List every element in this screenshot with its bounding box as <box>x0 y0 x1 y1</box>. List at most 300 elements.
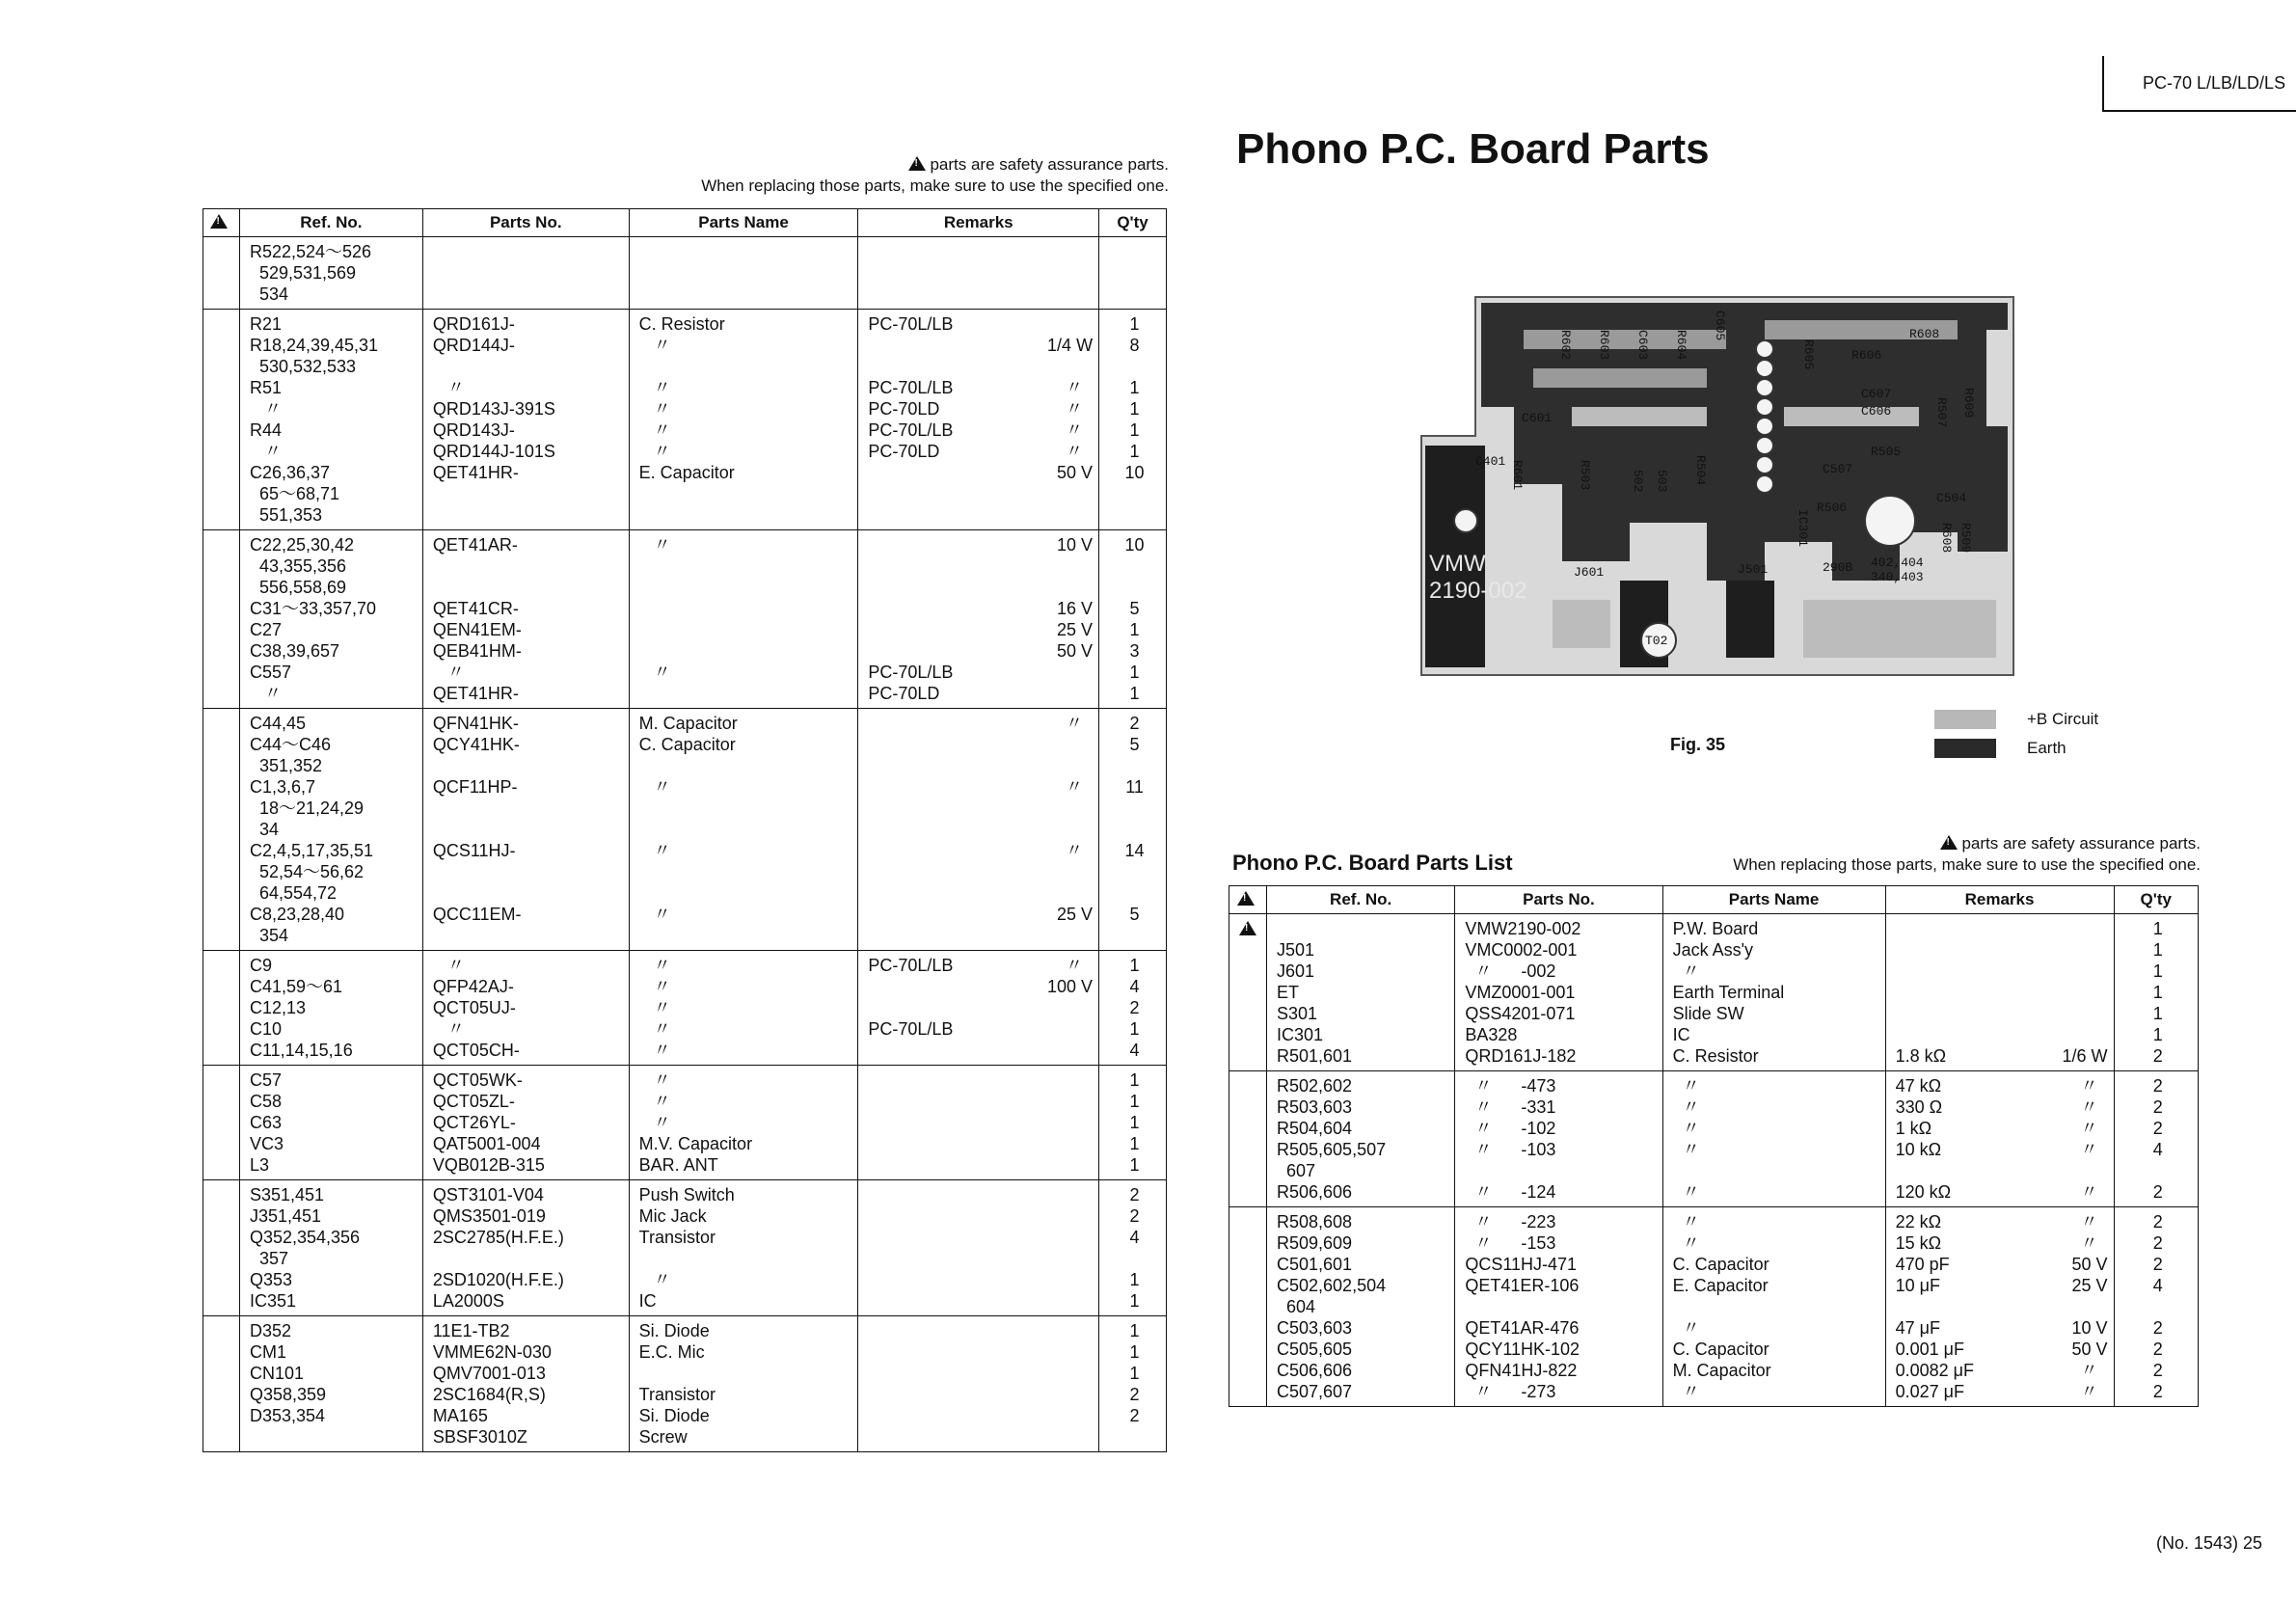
qty-line: 1 <box>1129 420 1140 440</box>
warning-line <box>1239 1096 1260 1118</box>
ref-no-line: C57 <box>249 1070 282 1090</box>
parts-group <box>1229 914 2199 1071</box>
remarks-value: 〃 <box>2080 1361 2108 1380</box>
warning-line <box>213 377 233 398</box>
parts-no-line: QAT5001-004 <box>432 1134 541 1153</box>
warning-line <box>213 1290 233 1312</box>
remarks-line <box>868 313 1093 335</box>
remarks-line <box>1896 982 2108 1003</box>
parts-name-line <box>639 598 852 619</box>
remarks-line <box>868 1426 1093 1448</box>
parts-name-line <box>639 555 852 577</box>
warning-line <box>213 534 233 555</box>
ref-no-line: 534 <box>249 284 288 304</box>
qty-cell <box>1099 310 1167 530</box>
remarks-text: PC-70L/LB <box>868 420 954 440</box>
parts-name-line: 〃 <box>638 420 671 440</box>
ref-no-line: C38,39,657 <box>249 641 340 661</box>
remarks-value: 〃 <box>2080 1233 2108 1253</box>
parts-table-right <box>1229 885 2199 1407</box>
warning-line <box>1239 1045 1260 1067</box>
parts-name-line: 〃 <box>638 378 671 397</box>
remarks-text: 0.0082 μF <box>1895 1361 1975 1380</box>
solder-pad <box>1756 360 1773 377</box>
remarks-line <box>1896 1045 2108 1067</box>
qty-line: 1 <box>1129 684 1140 703</box>
remarks-text: PC-70LD <box>868 684 940 703</box>
parts-no-line <box>433 755 623 776</box>
model-code: PC-70 L/LB/LD/LS <box>2102 56 2296 112</box>
parts-no-line: 〃 -124 <box>1465 1182 1556 1202</box>
remarks-line <box>868 577 1093 598</box>
remarks-line <box>868 377 1093 398</box>
remarks-line <box>868 882 1093 904</box>
remarks-text: PC-70L/LB <box>868 378 954 397</box>
parts-name-line: 〃 <box>638 1041 671 1060</box>
remarks-line <box>868 284 1093 305</box>
remarks-line <box>868 1341 1093 1363</box>
parts-no-line: QFN41HJ-822 <box>1465 1361 1578 1380</box>
qty-line <box>1109 819 1160 840</box>
parts-name-line: 〃 <box>1672 1318 1700 1338</box>
qty-line <box>1109 925 1160 946</box>
remarks-line <box>868 1112 1093 1133</box>
parts-row <box>203 1180 1167 1316</box>
remarks-text: 1.8 kΩ <box>1895 1046 1947 1066</box>
remarks-text: 0.027 μF <box>1895 1382 1965 1401</box>
remarks-line <box>1896 961 2108 982</box>
qty-cell <box>1099 951 1167 1066</box>
remarks-text: 1 kΩ <box>1895 1119 1932 1138</box>
qty-line: 1 <box>1129 1321 1140 1340</box>
warning-line <box>1239 918 1260 939</box>
parts-no-line: QCT26YL- <box>432 1113 516 1132</box>
parts-no-line <box>433 504 623 526</box>
solder-pad <box>1756 475 1773 493</box>
qty-line: 2 <box>2152 1212 2163 1232</box>
board-label: 402,404 <box>1871 555 1924 570</box>
remarks-line <box>868 1269 1093 1290</box>
parts-no-line: 2SD1020(H.F.E.) <box>432 1270 564 1289</box>
ref-no-line: S301 <box>1277 1004 1318 1023</box>
remarks-text: 47 kΩ <box>1895 1076 1942 1096</box>
warning-line <box>1239 961 1260 982</box>
parts-name-line: Screw <box>638 1427 688 1447</box>
parts-name-line: 〃 <box>638 535 671 555</box>
qty-line: 1 <box>1129 956 1140 975</box>
ref-no-line: IC351 <box>249 1291 296 1311</box>
remarks-value: 〃 <box>2080 1119 2108 1138</box>
warning-line <box>213 1426 233 1448</box>
remarks-value: 〃 <box>2080 1097 2108 1117</box>
qty-line: 1 <box>1129 1092 1140 1111</box>
remarks-line <box>868 861 1093 882</box>
warning-line <box>1239 1211 1260 1232</box>
warning-line <box>213 713 233 734</box>
qty-line: 5 <box>1129 735 1140 754</box>
ref-no-line: R501,601 <box>1277 1046 1353 1066</box>
warning-line <box>213 241 233 262</box>
ref-no-line: C503,603 <box>1277 1318 1353 1338</box>
ref-no-line: C11,14,15,16 <box>249 1041 353 1060</box>
warning-line <box>213 577 233 598</box>
parts-name-line: C. Resistor <box>1672 1046 1759 1066</box>
parts-name-cell <box>1662 1207 1885 1407</box>
parts-name-line <box>639 882 852 904</box>
parts-name-line: E.C. Mic <box>638 1342 705 1362</box>
ref-no-line: 〃 <box>249 399 282 419</box>
ref-no-line: C9 <box>249 956 272 975</box>
warning-line <box>213 1227 233 1248</box>
parts-no-line <box>433 925 623 946</box>
remarks-line <box>1896 1381 2108 1402</box>
parts-no-line: QRD144J-101S <box>432 442 555 461</box>
parts-name-line: 〃 <box>1672 961 1700 981</box>
parts-name-line <box>639 577 852 598</box>
board-label: T02 <box>1645 634 1668 648</box>
remarks-line <box>868 776 1093 798</box>
parts-group <box>1229 1207 2199 1407</box>
solder-pad <box>1756 340 1773 358</box>
parts-name-line <box>1673 1296 1879 1317</box>
ref-no-line: 354 <box>249 926 288 945</box>
qty-line: 1 <box>1129 1113 1140 1132</box>
remarks-value: 〃 <box>1066 378 1094 397</box>
parts-no-line: QRD143J- <box>432 420 515 440</box>
parts-row <box>203 1316 1167 1452</box>
warning-column-header <box>1229 886 1267 914</box>
warning-line <box>213 861 233 882</box>
remarks-value: 〃 <box>1066 714 1094 733</box>
parts-name-line: 〃 <box>1672 1382 1700 1401</box>
remarks-line <box>868 504 1093 526</box>
board-label: R605 <box>1801 339 1816 370</box>
parts-name-line <box>639 755 852 776</box>
col-header-qty: Q'ty <box>2114 886 2199 914</box>
ref-no-line: C506,606 <box>1277 1361 1353 1380</box>
parts-name-line: 〃 <box>638 1113 671 1132</box>
remarks-cell <box>858 1180 1099 1316</box>
board-label: R509 <box>1958 523 1973 554</box>
qty-line: 1 <box>2152 1025 2163 1044</box>
ref-no-line: J501 <box>1277 940 1315 960</box>
parts-no-line <box>433 262 623 284</box>
solder-pad <box>1756 379 1773 396</box>
remarks-line <box>1896 1139 2108 1160</box>
remarks-value: 25 V <box>1057 905 1094 924</box>
warning-line <box>1239 1275 1260 1296</box>
ref-no-line: Q352,354,356 <box>249 1228 361 1247</box>
ref-no-line: C27 <box>249 620 282 639</box>
remarks-value: 〃 <box>2080 1076 2108 1096</box>
col-header-parts-no: Parts No. <box>422 209 629 237</box>
remarks-line <box>868 683 1093 704</box>
legend-swatch-plus-b <box>1934 710 1996 729</box>
warning-line <box>213 262 233 284</box>
parts-no-line: QCC11EM- <box>432 905 522 924</box>
remarks-line <box>868 356 1093 377</box>
parts-name-line: Si. Diode <box>638 1321 710 1340</box>
parts-no-line: QFP42AJ- <box>432 977 514 996</box>
warning-line <box>1239 1075 1260 1096</box>
ref-no-line: VC3 <box>249 1134 284 1153</box>
remarks-text: PC-70L/LB <box>868 314 954 334</box>
qty-line: 2 <box>2152 1233 2163 1253</box>
remarks-line <box>1896 918 2108 939</box>
warning-line <box>213 1069 233 1091</box>
qty-cell <box>1099 1066 1167 1180</box>
qty-cell <box>1099 1316 1167 1452</box>
board-label: 502 <box>1631 470 1645 493</box>
parts-group <box>203 530 1167 709</box>
remarks-line <box>868 976 1093 997</box>
parts-name-line <box>1673 1160 1879 1181</box>
ref-no-line: J351,451 <box>249 1206 322 1226</box>
remarks-text: 22 kΩ <box>1895 1212 1942 1232</box>
remarks-line <box>1896 1003 2108 1024</box>
parts-no-line <box>433 483 623 504</box>
legend-label-earth: Earth <box>2027 739 2066 757</box>
qty-line <box>2124 1160 2193 1181</box>
board-label: C603 <box>1635 330 1650 361</box>
parts-group <box>203 310 1167 530</box>
warning-line <box>213 462 233 483</box>
qty-cell <box>2114 1207 2199 1407</box>
remarks-line <box>1896 1254 2108 1275</box>
parts-name-line <box>639 619 852 640</box>
parts-no-line: 11E1-TB2 <box>432 1321 510 1340</box>
qty-line: 4 <box>1129 977 1140 996</box>
parts-no-line <box>1465 1296 1656 1317</box>
ref-no-line: 18～21,24,29 <box>249 798 365 818</box>
board-label: C605 <box>1713 311 1727 341</box>
parts-list-title: Phono P.C. Board Parts List <box>1232 851 1513 875</box>
remarks-value: 50 V <box>2071 1340 2108 1359</box>
remarks-line <box>1896 1339 2108 1360</box>
warning-line <box>213 683 233 704</box>
parts-name-line: BAR. ANT <box>638 1155 718 1175</box>
parts-name-line: 〃 <box>1672 1097 1700 1117</box>
parts-name-line: M.V. Capacitor <box>638 1134 753 1153</box>
remarks-text: PC-70L/LB <box>868 1019 954 1039</box>
qty-line <box>1109 882 1160 904</box>
remarks-line <box>868 1154 1093 1176</box>
board-label: C607 <box>1861 387 1892 401</box>
parts-name-line: 〃 <box>638 777 671 797</box>
warning-triangle-icon <box>908 156 926 171</box>
remarks-value: 〃 <box>1066 442 1094 461</box>
parts-no-line: LA2000S <box>432 1291 504 1311</box>
parts-name-line <box>639 356 852 377</box>
warning-line <box>213 840 233 861</box>
qty-cell <box>1099 530 1167 709</box>
parts-name-line: 〃 <box>638 336 671 355</box>
parts-name-line: Earth Terminal <box>1672 983 1785 1002</box>
parts-name-line: 〃 <box>1672 1182 1700 1202</box>
remarks-value: 25 V <box>1057 620 1094 639</box>
warning-line <box>213 882 233 904</box>
parts-name-line: Transistor <box>638 1228 716 1247</box>
parts-no-cell <box>422 1316 629 1452</box>
parts-row <box>203 237 1167 310</box>
remarks-text: PC-70LD <box>868 399 940 419</box>
warning-line <box>213 398 233 420</box>
qty-line: 2 <box>2152 1182 2163 1202</box>
col-header-remarks: Remarks <box>858 209 1099 237</box>
remarks-text: 47 μF <box>1895 1318 1940 1338</box>
ref-no-cell <box>239 1066 422 1180</box>
remarks-cell <box>1885 1071 2114 1207</box>
qty-line: 2 <box>1129 1185 1140 1204</box>
parts-name-line: 〃 <box>638 663 671 682</box>
ref-no-line: C10 <box>249 1019 282 1039</box>
remarks-value: 1/4 W <box>1047 336 1094 355</box>
board-code: 2190-002 <box>1429 578 1527 604</box>
qty-line: 2 <box>1129 998 1140 1017</box>
parts-no-line <box>433 241 623 262</box>
qty-line <box>1109 555 1160 577</box>
qty-cell <box>1099 1180 1167 1316</box>
parts-name-line: IC <box>638 1291 657 1311</box>
warning-line <box>1239 1317 1260 1339</box>
warning-line <box>1239 1181 1260 1203</box>
remarks-line <box>1896 1024 2108 1045</box>
parts-row <box>203 709 1167 951</box>
remarks-line <box>868 1205 1093 1227</box>
safety-note-right: !parts are safety assurance parts. When replacing those parts, make sure to use the specified one. <box>1591 833 2201 876</box>
remarks-line <box>868 1184 1093 1205</box>
qty-line: 2 <box>1129 714 1140 733</box>
col-header-parts-name: Parts Name <box>629 209 858 237</box>
remarks-line <box>868 462 1093 483</box>
ref-no-line <box>250 1426 417 1448</box>
parts-no-line: QMV7001-013 <box>432 1364 546 1383</box>
qty-line: 1 <box>1129 1342 1140 1362</box>
remarks-line <box>868 1384 1093 1405</box>
warning-line <box>213 640 233 662</box>
parts-name-line: 〃 <box>1672 1140 1700 1159</box>
remarks-text: 330 Ω <box>1895 1097 1943 1117</box>
remarks-line <box>868 734 1093 755</box>
parts-no-cell <box>1455 1207 1662 1407</box>
board-label: R503 <box>1578 460 1592 491</box>
board-label: R601 <box>1510 460 1525 491</box>
qty-line <box>1109 861 1160 882</box>
parts-name-cell <box>629 951 858 1066</box>
parts-no-line: VMC0002-001 <box>1465 940 1578 960</box>
remarks-line <box>868 1405 1093 1426</box>
warning-line <box>213 955 233 976</box>
parts-group <box>1229 1071 2199 1207</box>
ref-no-cell <box>1267 914 1455 1071</box>
remarks-line <box>868 398 1093 420</box>
remarks-line <box>868 483 1093 504</box>
warning-line <box>213 598 233 619</box>
ref-no-line: C31～33,357,70 <box>249 599 377 618</box>
parts-name-line <box>639 284 852 305</box>
parts-group <box>203 1316 1167 1452</box>
parts-name-line: Transistor <box>638 1385 716 1404</box>
remarks-line <box>1896 1160 2108 1181</box>
solder-pad <box>1756 437 1773 454</box>
board-label: 290B <box>1823 560 1853 575</box>
qty-line: 1 <box>2152 1004 2163 1023</box>
qty-line: 1 <box>1129 1364 1140 1383</box>
qty-line: 2 <box>2152 1318 2163 1338</box>
qty-line <box>1109 798 1160 819</box>
safety-note-left: !parts are safety assurance parts. When replacing those parts, make sure to use the specified one. <box>540 154 1169 197</box>
warning-cell <box>203 1180 240 1316</box>
ref-no-line: D352 <box>249 1321 291 1340</box>
qty-line: 8 <box>1129 336 1140 355</box>
parts-name-line: M. Capacitor <box>638 714 738 733</box>
remarks-text: 10 kΩ <box>1895 1140 1942 1159</box>
ref-no-line: C1,3,6,7 <box>249 777 315 797</box>
warning-line <box>1239 1232 1260 1254</box>
parts-name-line: 〃 <box>638 1070 671 1090</box>
parts-no-line: 2SC2785(H.F.E.) <box>432 1228 564 1247</box>
remarks-line <box>868 335 1093 356</box>
warning-line <box>213 504 233 526</box>
ref-no-line: Q358,359 <box>249 1385 327 1404</box>
warning-line <box>213 1363 233 1384</box>
remarks-line <box>868 241 1093 262</box>
warning-column-header <box>203 209 240 237</box>
ref-no-line: C507,607 <box>1277 1382 1353 1401</box>
ref-no-line: C58 <box>249 1092 282 1111</box>
parts-no-line: 〃 -153 <box>1465 1233 1556 1253</box>
remarks-text: PC-70LD <box>868 442 940 461</box>
parts-no-line: QET41AR-476 <box>1465 1318 1580 1338</box>
remarks-line <box>868 1091 1093 1112</box>
ref-no-line: C12,13 <box>249 998 306 1017</box>
parts-name-line: 〃 <box>638 841 671 860</box>
ref-no-line: C557 <box>249 663 291 682</box>
remarks-line <box>868 441 1093 462</box>
parts-no-line: 〃 <box>432 378 465 397</box>
warning-line <box>1239 939 1260 961</box>
warning-cell <box>1229 1071 1267 1207</box>
ref-no-line: D353,354 <box>249 1406 326 1425</box>
parts-no-line: 〃 -331 <box>1465 1097 1556 1117</box>
parts-no-line: QRD161J-182 <box>1465 1046 1577 1066</box>
parts-no-line: VQB012B-315 <box>432 1155 545 1175</box>
parts-name-line: 〃 <box>638 998 671 1017</box>
parts-group <box>203 951 1167 1066</box>
parts-group <box>203 709 1167 951</box>
parts-name-line <box>639 262 852 284</box>
parts-group <box>203 1180 1167 1316</box>
parts-no-line: 〃 -103 <box>1465 1140 1556 1159</box>
parts-row <box>203 1066 1167 1180</box>
remarks-text: 15 kΩ <box>1895 1233 1942 1253</box>
remarks-cell <box>858 237 1099 310</box>
warning-line <box>213 798 233 819</box>
board-vmw: VMW <box>1429 551 1486 577</box>
ref-no-line: 529,531,569 <box>249 263 357 283</box>
board-label: C504 <box>1936 491 1967 505</box>
parts-name-line <box>639 504 852 526</box>
ref-no-line: Q353 <box>249 1270 292 1289</box>
ref-no-line: R504,604 <box>1277 1119 1353 1138</box>
remarks-value: 〃 <box>1066 420 1094 440</box>
parts-name-line: Slide SW <box>1672 1004 1744 1023</box>
qty-line: 2 <box>1129 1406 1140 1425</box>
parts-no-cell <box>422 1180 629 1316</box>
remarks-line <box>868 534 1093 555</box>
remarks-cell <box>1885 1207 2114 1407</box>
parts-no-line: VMME62N-030 <box>432 1342 552 1362</box>
